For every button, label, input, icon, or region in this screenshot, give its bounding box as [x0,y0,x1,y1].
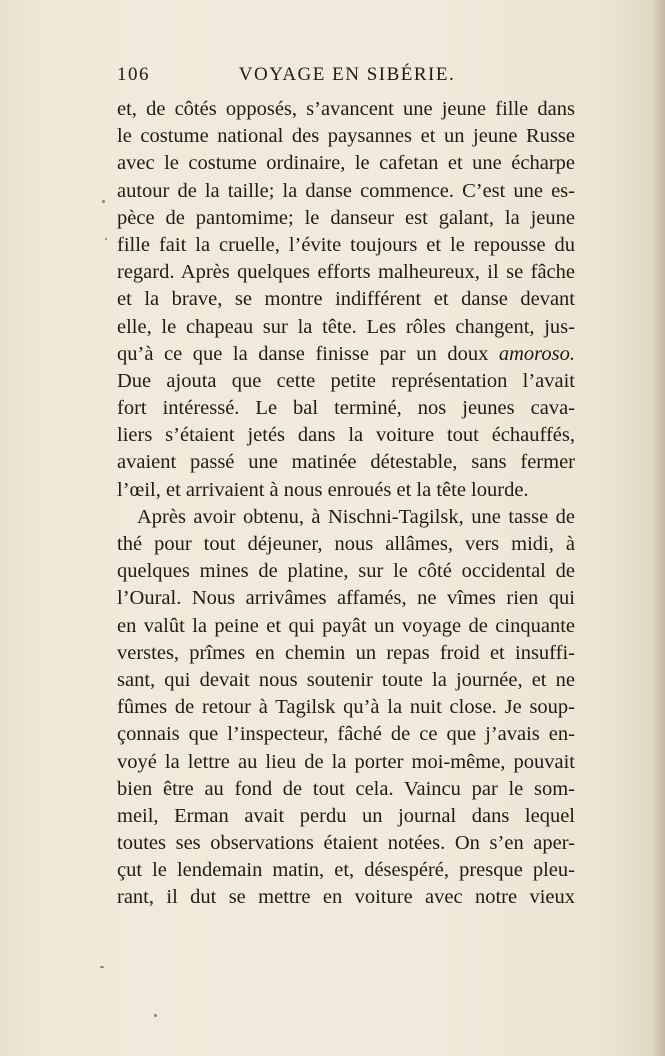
running-head [117,64,577,90]
text-line: verstes, prîmes en chemin un repas froid et insuffi- [117,641,575,664]
text-line: elle, le chapeau sur la tête. Les rôles changent, jus- [117,315,575,338]
text-line: Due ajouta que cette petite représentation l’avait [117,369,575,392]
text-line: l’œil, et arrivaient à nous enroués et la tête lourde. [117,478,529,501]
text-line: thé pour tout déjeuner, nous allâmes, vers midi, à [117,533,575,555]
paper-speck [100,966,104,968]
paper-speck [102,200,105,203]
text-line: meil, Erman avait perdu un journal dans lequel [117,804,575,827]
text-line: fûmes de retour à Tagilsk qu’à la nuit close. Je soup- [117,696,575,719]
body-text [117,96,575,912]
page-number: 106 [117,64,150,85]
running-title: VOYAGE EN SIBÉRIE. [238,64,456,85]
text-line: qu’à ce que la danse finisse par un doux amoroso. [117,342,575,365]
text-line: en valût la peine et qui payât un voyage de cinquante [117,614,575,637]
text-line: bien être au fond de tout cela. Vaincu par le som- [117,777,575,800]
text-line: pèce de pantomime; le danseur est galant, la jeune [117,206,575,229]
italic-word: amoroso. [498,342,575,365]
page-edge-shadow [651,0,665,1056]
text-line: çonnais que l’inspecteur, fâché de ce que j’avais en- [117,723,575,746]
text-line: quelques mines de platine, sur le côté occidental de [117,560,575,583]
text-line: regard. Après quelques efforts malheureux, il se fâche [117,261,575,284]
text-line: fort intéressé. Le bal terminé, nos jeunes cava- [117,397,575,420]
text-line: avec le costume ordinaire, le cafetan et une écharpe [117,152,575,175]
text-line: Après avoir obtenu, à Nischni-Tagilsk, une tasse de [137,505,575,528]
text-line: sant, qui devait nous soutenir toute la journée, et ne [117,668,575,691]
paper-speck [154,1014,157,1017]
text-line: l’Oural. Nous arrivâmes affamés, ne vîmes rien qui [117,587,575,610]
text-line: çut le lendemain matin, et, désespéré, presque pleu- [117,859,575,882]
text-line: et la brave, se montre indifférent et danse devant [117,288,575,311]
text-line: et, de côtés opposés, s’avancent une jeune fille dans [117,98,575,120]
text-line: autour de la taille; la danse commence. C’est une es- [117,179,575,202]
text-line: toutes ses observations étaient notées. On s’en aper- [117,832,575,855]
text-line: voyé la lettre au lieu de la porter moi-même, pouvait [117,750,575,773]
text-line: fille fait la cruelle, l’évite toujours et le repousse du [117,233,575,256]
text-line: le costume national des paysannes et un jeune Russe [117,125,575,148]
paper-speck [105,238,107,240]
text-line: rant, il dut se mettre en voiture avec notre vieux [117,886,575,909]
text-line: avaient passé une matinée détestable, sans fermer [117,451,575,474]
text-line: liers s’étaient jetés dans la voiture tout échauffés, [117,424,575,447]
